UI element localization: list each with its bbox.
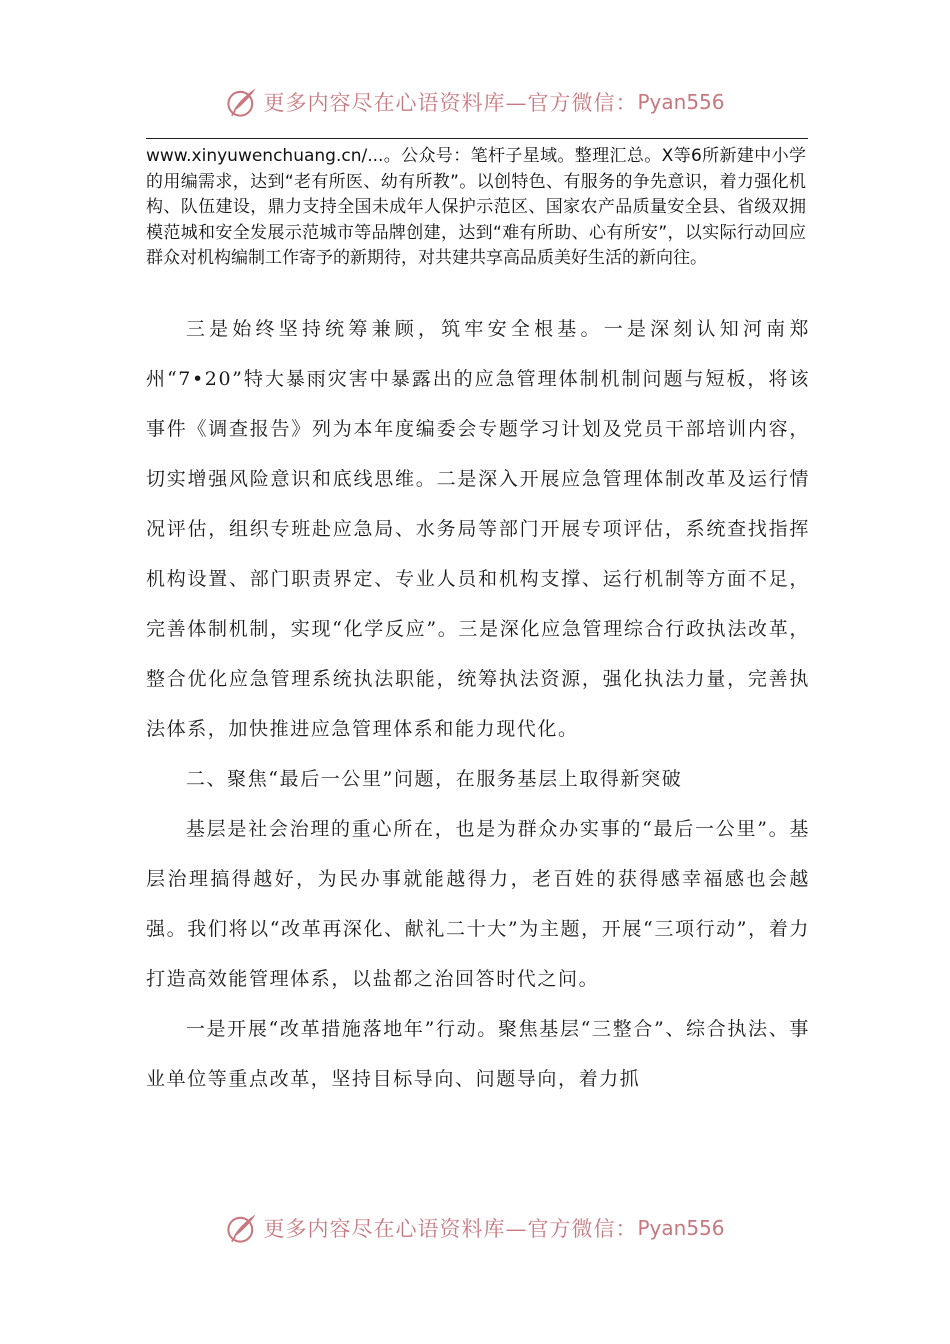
wechat-id: Pyan556: [637, 1216, 725, 1240]
header-banner: [0, 80, 950, 124]
paragraph: 三是始终坚持统筹兼顾，筑牢安全根基。一是深刻认知河南郑州“7•20”特大暴雨灾害中暴露出的应急管理体制机制问题与短板，将该事件《调查报告》列为本年度编委会专题学习计划及党员干部培训内容，切实增强风险意识和底线思维。二是深入开展应急管理体制改革及运行情况评估，组织专班赴应急局、水务局等部门开展专项评估，系统查找指挥机构设置、部门职责界定、专业人员和机构支撑、运行机制等方面不足，完善体制机制，实现“化学反应”。三是深化应急管理综合行政执法改革，整合优化应急管理系统执法职能，统筹执法资源，强化执法力量，完善执法体系，加快推进应急管理体系和能力现代化。: [146, 318, 810, 740]
header-rule: [146, 138, 808, 139]
document-body: [146, 304, 810, 1104]
banner-text: 更多内容尽在心语资料库—官方微信：: [263, 1217, 638, 1241]
section-heading: 二、聚焦“最后一公里”问题，在服务基层上取得新突破: [185, 768, 683, 790]
wechat-id: Pyan556: [637, 90, 725, 114]
banner-text: 更多内容尽在心语资料库—官方微信：: [263, 91, 638, 115]
feather-pen-logo-icon: [225, 85, 259, 119]
intro-paragraph: www.xinyuwenchuang.cn/...。公众号：笔杆子星域。整理汇总。X等6所新建中小学的用编需求，达到“老有所医、幼有所教”。以创特色、有服务的争先意识，着力强化机构、队伍建设，鼎力支持全国未成年人保护示范区、国家农产品质量安全县、省级双拥模范城和安全发展示范城市等品牌创建，达到“难有所助、心有所安”，以实际行动回应群众对机构编制工作寄予的新期待，对共建共享高品质美好生活的新向往。: [146, 146, 806, 268]
paragraph: 基层是社会治理的重心所在，也是为群众办实事的“最后一公里”。基层治理搞得越好，为民办事就能越得力，老百姓的获得感幸福感也会越强。我们将以“改革再深化、献礼二十大”为主题，开展“三项行动”，着力打造高效能管理体系，以盐都之治回答时代之问。: [146, 818, 810, 990]
footer-banner: [0, 1206, 950, 1250]
feather-pen-logo-icon: [225, 1211, 259, 1245]
paragraph: 一是开展“改革措施落地年”行动。聚焦基层“三整合”、综合执法、事业单位等重点改革，坚持目标导向、问题导向，着力抓: [146, 1018, 810, 1090]
